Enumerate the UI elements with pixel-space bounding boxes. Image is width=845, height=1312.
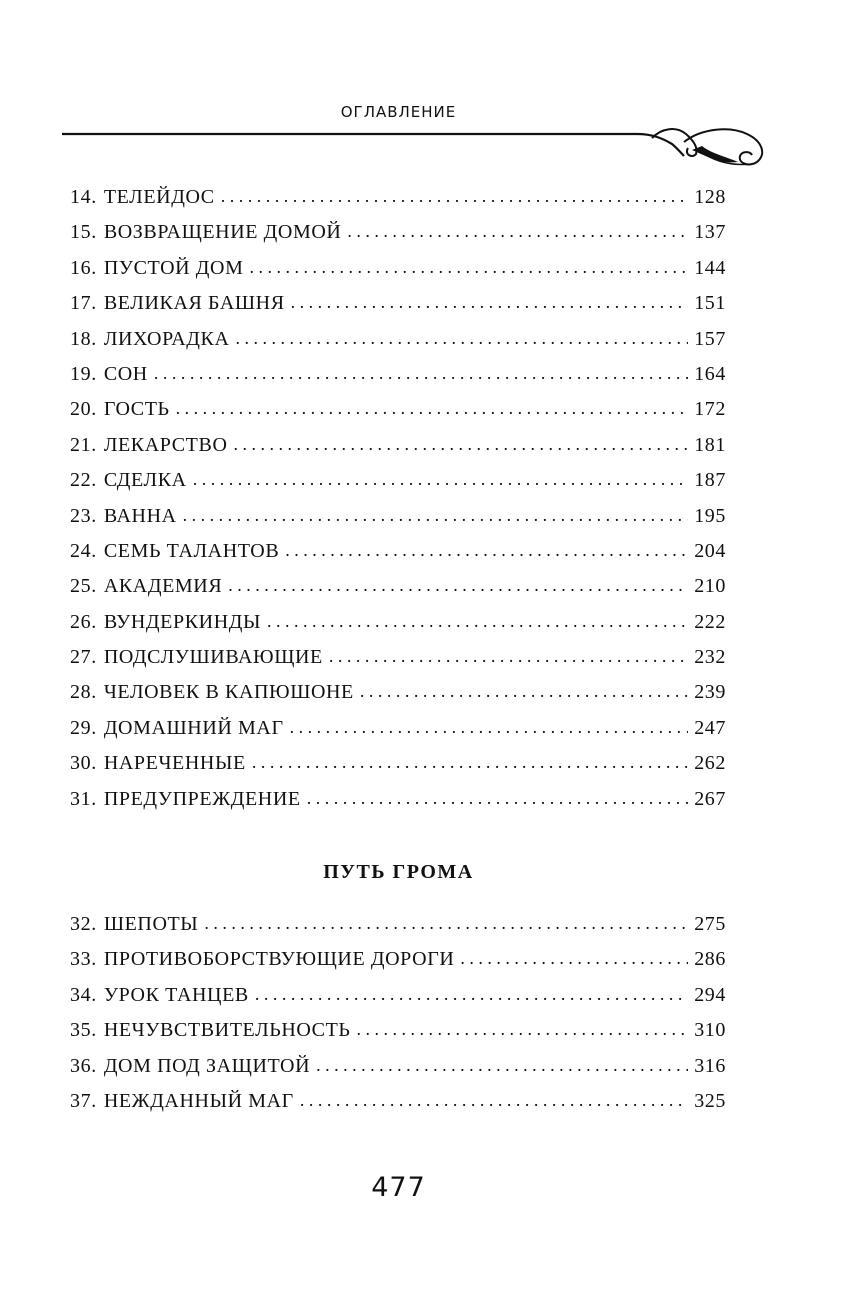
toc-entry-page: 164 <box>694 362 726 385</box>
toc-entry-title: НЕЧУВСТВИТЕЛЬНОСТЬ <box>103 1019 351 1042</box>
toc-entry-title: ПОДСЛУШИВАЮЩИЕ <box>103 646 323 669</box>
toc-entry-title: СДЕЛКА <box>103 469 187 492</box>
toc-entry-page: 262 <box>694 752 726 775</box>
toc-entry-title: ШЕПОТЫ <box>103 913 199 935</box>
toc-entry-page: 128 <box>694 186 726 208</box>
section-heading: ПУТЬ ГРОМА <box>323 861 474 883</box>
toc-entry-page: 294 <box>694 983 726 1006</box>
dot-leader <box>291 292 689 313</box>
toc-entry <box>70 540 726 575</box>
dot-leader <box>233 434 688 455</box>
dot-leader <box>316 1055 688 1076</box>
toc-entry-title: ПРОТИВОБОРСТВУЮЩИЕ ДОРОГИ <box>103 948 455 971</box>
toc-entry-title: ПРЕДУПРЕЖДЕНИЕ <box>103 787 301 810</box>
toc-entry <box>70 1019 726 1054</box>
toc-entry-page: 137 <box>694 221 726 244</box>
toc-entry-number: 37. <box>70 1089 97 1112</box>
toc-entry <box>70 292 726 327</box>
toc-entry <box>70 434 726 469</box>
toc-entry-page: 286 <box>694 948 726 971</box>
dot-leader <box>290 717 689 738</box>
dot-leader <box>285 540 688 561</box>
dot-leader <box>183 505 689 526</box>
toc-entry-title: АКАДЕМИЯ <box>103 575 223 598</box>
toc-entry-title: ДОМ ПОД ЗАЩИТОЙ <box>103 1054 311 1077</box>
dot-leader <box>329 646 688 667</box>
toc-entry-number: 20. <box>70 398 97 421</box>
toc-entry-number: 30. <box>70 752 97 775</box>
toc-entry <box>70 575 726 610</box>
dot-leader <box>300 1090 688 1111</box>
toc-entry-page: 181 <box>694 433 726 456</box>
toc-entry-page: 172 <box>694 398 726 421</box>
toc-entry-number: 18. <box>70 327 97 350</box>
page-number: 477 <box>371 1172 426 1203</box>
toc-entry <box>70 505 726 540</box>
toc-entry-page: 267 <box>694 787 726 810</box>
toc-entry <box>70 469 726 504</box>
toc-entry-title: УРОК ТАНЦЕВ <box>103 983 249 1006</box>
toc-entry-page: 151 <box>694 292 726 315</box>
toc-entry-title: СЕМЬ ТАЛАНТОВ <box>103 539 280 562</box>
toc-entry-number: 16. <box>70 256 97 279</box>
toc-entry <box>70 913 726 948</box>
dot-leader <box>307 788 688 809</box>
toc-entry <box>70 681 726 716</box>
dot-leader <box>360 681 688 702</box>
toc-entry-page: 222 <box>694 610 726 633</box>
toc-entry-title: ДОМАШНИЙ МАГ <box>103 716 284 739</box>
toc-entry <box>70 257 726 292</box>
toc-entry-title: ВЕЛИКАЯ БАШНЯ <box>103 292 285 315</box>
dot-leader <box>154 363 688 384</box>
dot-leader <box>228 575 688 596</box>
toc-entry <box>70 1090 726 1125</box>
toc-entry-title: СОН <box>103 362 148 385</box>
toc-entry <box>70 646 726 681</box>
toc-entry-page: 316 <box>694 1054 726 1077</box>
toc-entry-number: 19. <box>70 362 97 385</box>
flourish-rule-icon <box>62 124 772 174</box>
toc-entry-title: ВОЗВРАЩЕНИЕ ДОМОЙ <box>103 221 342 244</box>
dot-leader <box>347 221 688 242</box>
dot-leader <box>193 469 688 490</box>
toc-entry <box>70 363 726 398</box>
toc-entry-title: НАРЕЧЕННЫЕ <box>103 752 246 775</box>
toc-entry-number: 33. <box>70 948 97 971</box>
toc-entry <box>70 186 726 221</box>
toc-entry-title: ЛИХОРАДКА <box>103 327 230 350</box>
toc-entry-number: 27. <box>70 646 97 669</box>
toc-entry-number: 14. <box>70 186 97 208</box>
toc-entry <box>70 328 726 363</box>
toc-entry-number: 29. <box>70 716 97 739</box>
toc-entry-title: ЧЕЛОВЕК В КАПЮШОНЕ <box>103 681 354 704</box>
dot-leader <box>255 984 688 1005</box>
toc-list-part-two <box>70 913 726 1125</box>
dot-leader <box>357 1019 689 1040</box>
toc-entry <box>70 611 726 646</box>
toc-entry <box>70 948 726 983</box>
toc-entry-number: 21. <box>70 433 97 456</box>
toc-entry-page: 325 <box>694 1089 726 1112</box>
toc-entry-page: 144 <box>694 256 726 279</box>
toc-entry <box>70 1055 726 1090</box>
toc-entry-number: 32. <box>70 913 97 935</box>
toc-entry-page: 157 <box>694 327 726 350</box>
toc-entry-title: ВАННА <box>103 504 177 527</box>
toc-entry-page: 247 <box>694 716 726 739</box>
toc-entry-number: 26. <box>70 610 97 633</box>
toc-entry-title: ВУНДЕРКИНДЫ <box>103 610 262 633</box>
toc-entry-page: 195 <box>694 504 726 527</box>
toc-entry-title: ПУСТОЙ ДОМ <box>103 256 244 279</box>
toc-entry <box>70 398 726 433</box>
dot-leader <box>176 398 689 419</box>
toc-entry-number: 34. <box>70 983 97 1006</box>
toc-entry-number: 28. <box>70 681 97 704</box>
dot-leader <box>236 328 689 349</box>
running-title: ОГЛАВЛЕНИЕ <box>340 103 457 121</box>
toc-entry <box>70 752 726 787</box>
toc-entry-number: 22. <box>70 469 97 492</box>
toc-entry-page: 232 <box>694 646 726 669</box>
toc-entry-title: ЛЕКАРСТВО <box>103 433 228 456</box>
toc-entry-title: ТЕЛЕЙДОС <box>103 186 215 208</box>
toc-entry-page: 187 <box>694 469 726 492</box>
toc-entry-number: 24. <box>70 539 97 562</box>
toc-entry-number: 23. <box>70 504 97 527</box>
toc-entry-number: 25. <box>70 575 97 598</box>
dot-leader <box>460 948 688 969</box>
toc-entry-page: 239 <box>694 681 726 704</box>
toc-entry <box>70 788 726 823</box>
toc-entry-page: 310 <box>694 1019 726 1042</box>
toc-entry-page: 204 <box>694 539 726 562</box>
dot-leader <box>204 913 688 934</box>
toc-entry-number: 35. <box>70 1019 97 1042</box>
toc-entry-number: 17. <box>70 292 97 315</box>
toc-entry <box>70 221 726 256</box>
dot-leader <box>252 752 688 773</box>
toc-entry-number: 36. <box>70 1054 97 1077</box>
dot-leader <box>267 611 688 632</box>
toc-entry <box>70 984 726 1019</box>
toc-entry <box>70 717 726 752</box>
toc-entry-number: 31. <box>70 787 97 810</box>
toc-list-part-one <box>70 186 726 823</box>
toc-entry-number: 15. <box>70 221 97 244</box>
dot-leader <box>221 186 689 207</box>
toc-entry-title: ГОСТЬ <box>103 398 170 421</box>
toc-entry-title: НЕЖДАННЫЙ МАГ <box>103 1089 294 1112</box>
dot-leader <box>249 257 688 278</box>
toc-entry-page: 275 <box>694 913 726 935</box>
toc-entry-page: 210 <box>694 575 726 598</box>
